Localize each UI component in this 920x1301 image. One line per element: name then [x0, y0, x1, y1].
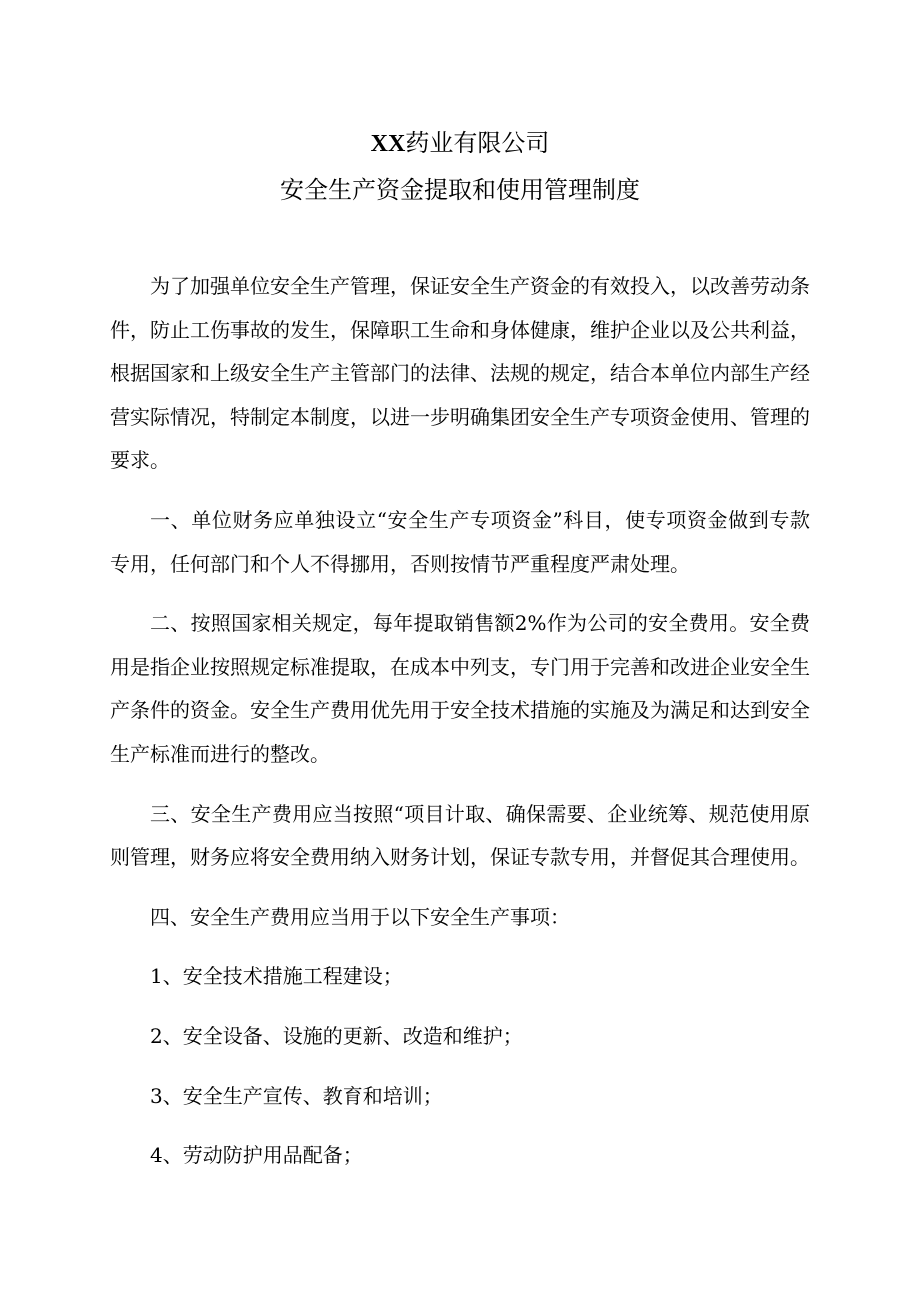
list-item-3: 3、安全生产宣传、教育和培训；: [150, 1083, 443, 1108]
document-title: 安全生产资金提取和使用管理制度: [280, 176, 640, 204]
document-body: [110, 265, 810, 1194]
list-item-4: 4、劳动防护用品配备；: [150, 1143, 363, 1168]
paragraph-intro: 为了加强单位安全生产管理，保证安全生产资金的有效投入，以改善劳动条件，防止工伤事故的发生，保障职工生命和身体健康，维护企业以及公共利益，根据国家和上级安全生产主管部门的法律、法规的规定，结合本单位内部生产经营实际情况，特制定本制度，以进一步明确集团安全生产专项资金使用、管理的要求。: [110, 274, 810, 473]
company-title-latin: XX: [370, 131, 406, 157]
paragraph-clause-1: 一、单位财务应单独设立“安全生产专项资金”科目，使专项资金做到专款专用，任何部门和个人不得挪用，否则按情节严重程度严肃处理。: [110, 507, 810, 576]
paragraph-clause-4: 四、安全生产费用应当用于以下安全生产事项：: [150, 904, 570, 929]
paragraph-clause-3: 三、安全生产费用应当按照“项目计取、确保需要、企业统筹、规范使用原则管理，财务应将安全费用纳入财务计划，保证专款专用，并督促其合理使用。: [110, 801, 810, 870]
company-title-rest: 药业有限公司: [405, 129, 550, 157]
list-item-1: 1、安全技术措施工程建设；: [150, 964, 403, 989]
list-item-2: 2、安全设备、设施的更新、改造和维护；: [150, 1023, 523, 1048]
paragraph-clause-2: 二、按照国家相关规定，每年提取销售额2%作为公司的安全费用。安全费用是指企业按照规定标准提取，在成本中列支，专门用于完善和改进企业安全生产条件的资金。安全生产费用优先用于安全技术措施的实施及为满足和达到安全生产标准而进行的整改。: [110, 611, 810, 766]
company-title: [0, 125, 920, 162]
